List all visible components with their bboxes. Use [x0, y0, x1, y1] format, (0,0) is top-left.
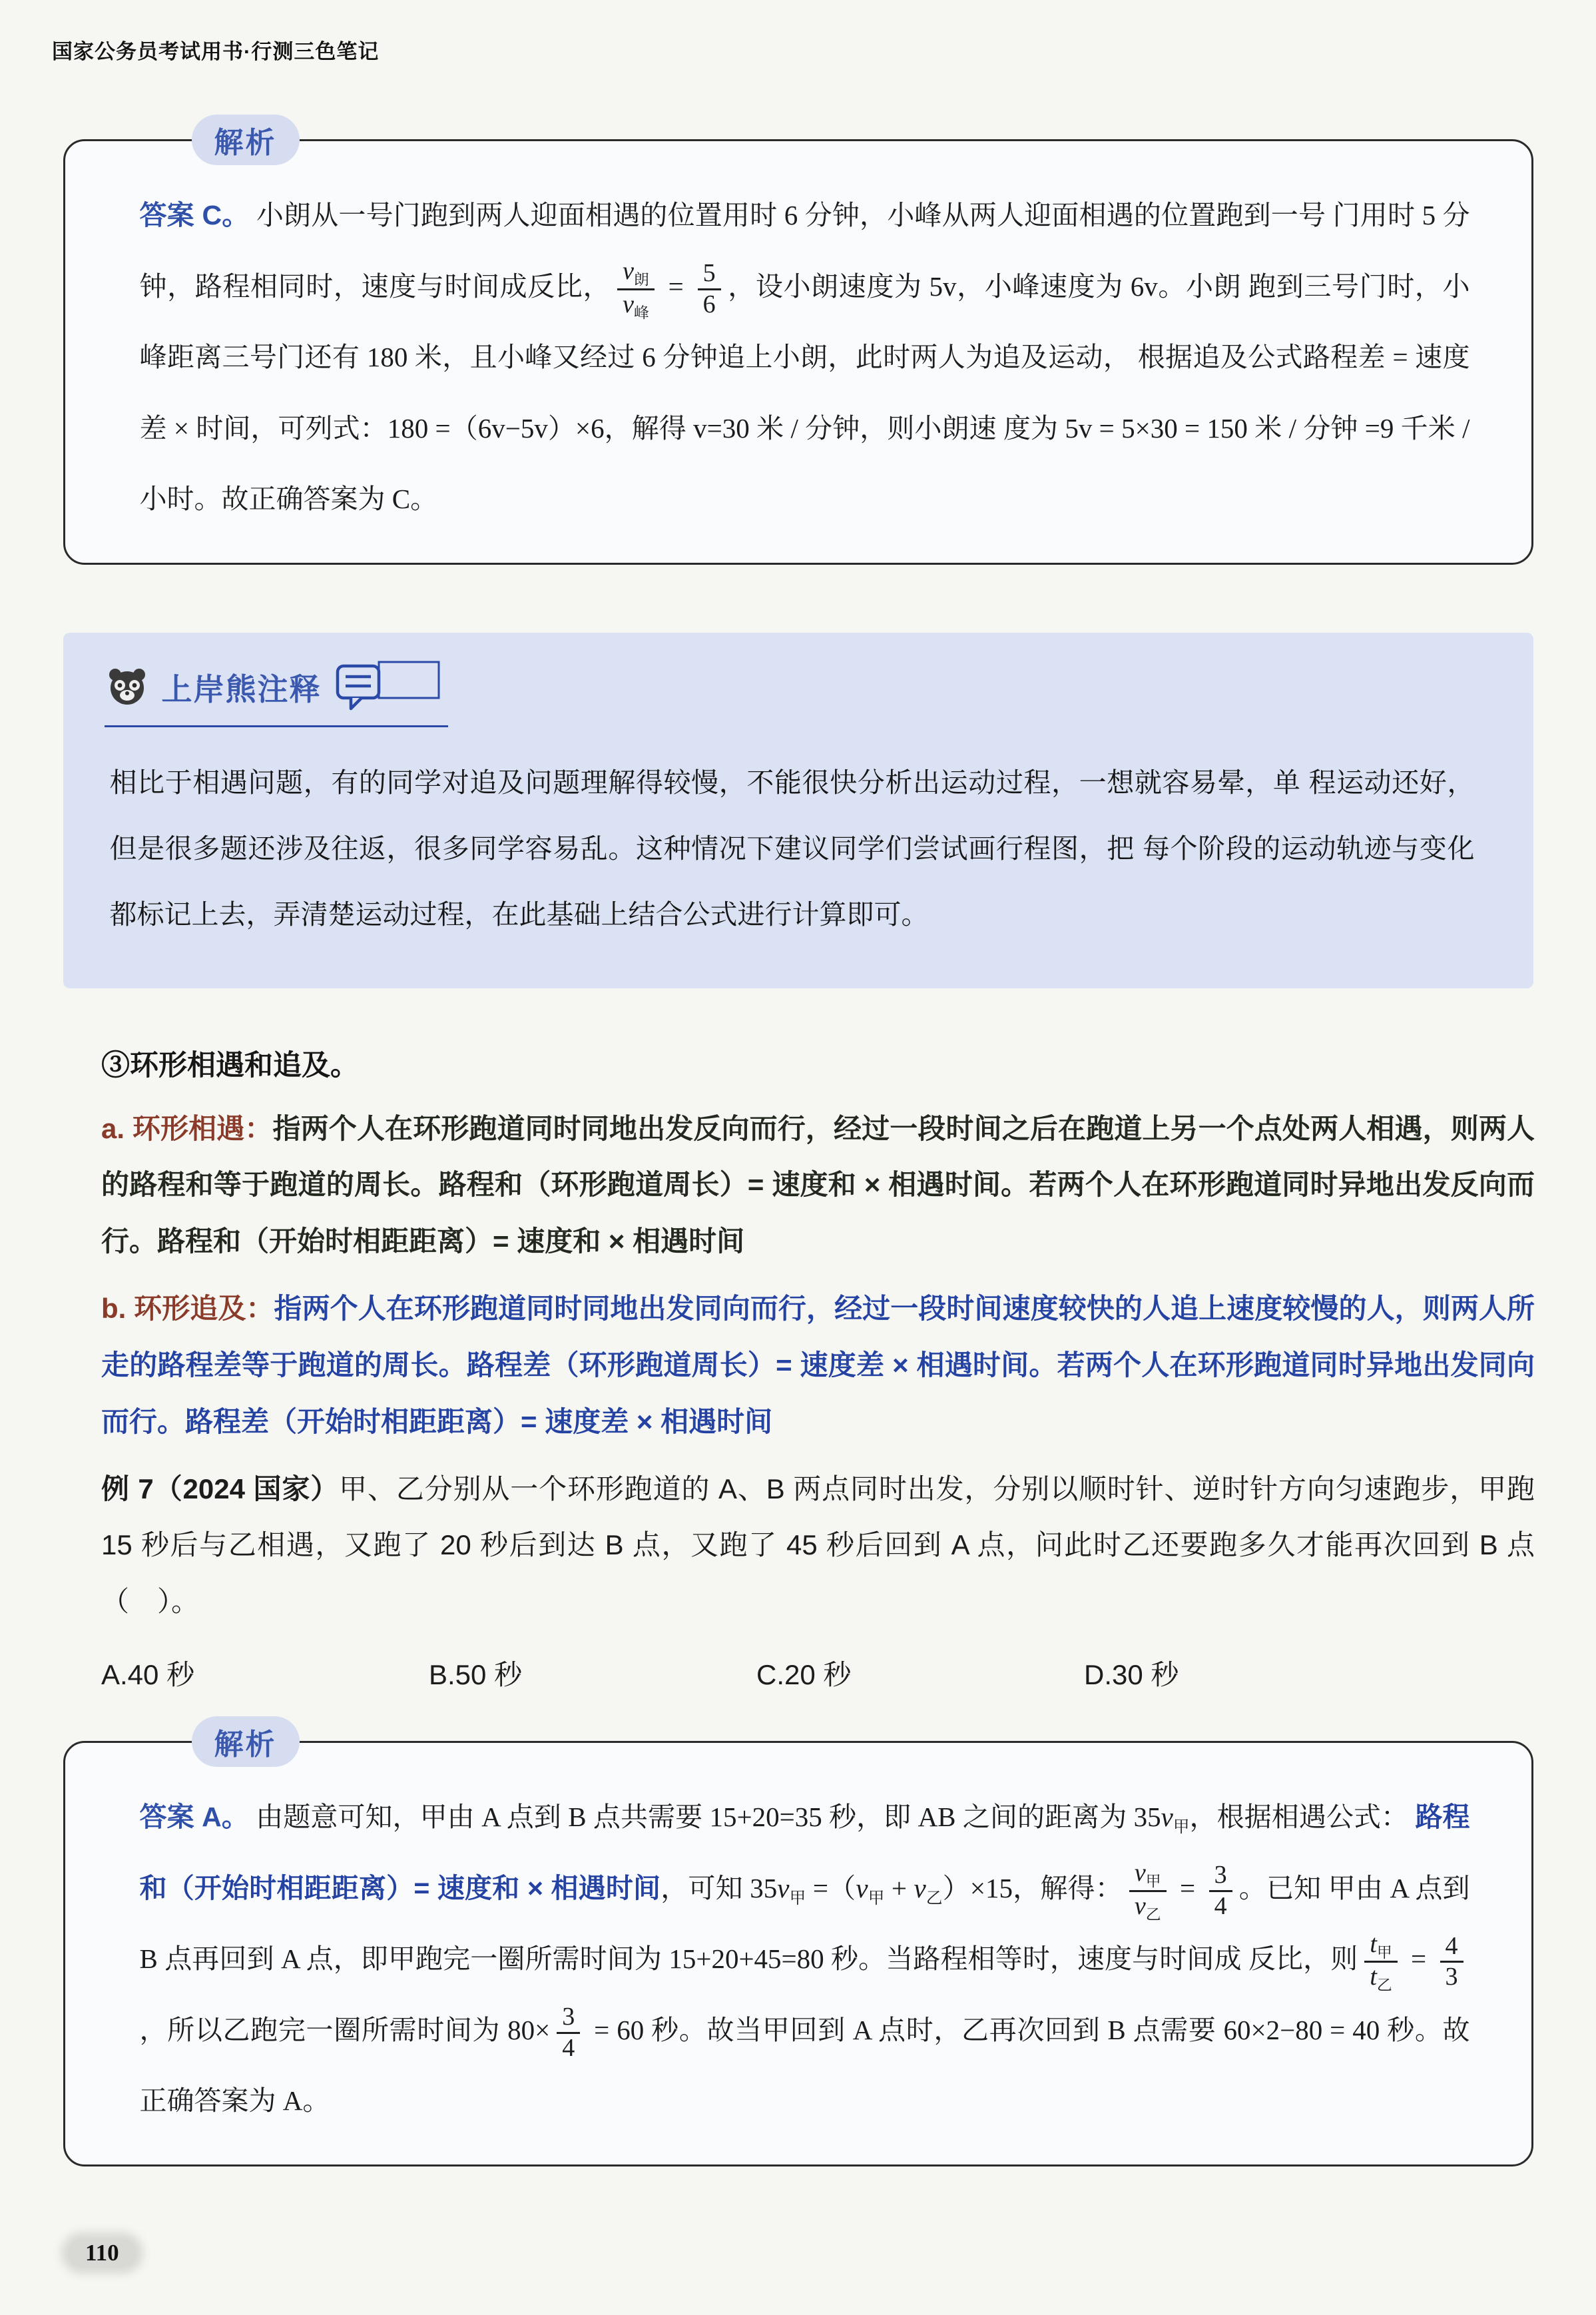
bear-note-text: [110, 750, 1475, 948]
option-b: B.50 秒: [429, 1659, 523, 1691]
fraction-denominator: 3: [1440, 1961, 1463, 1992]
bear-note-title: 上岸熊注释: [161, 672, 322, 707]
analysis-2-line-4b: ，所以乙跑完一圈所需时间为 80×: [139, 2014, 551, 2045]
analysis-1-line-2b: ，设小朗速度为 5v，小峰速度为 6v。小朗: [727, 270, 1242, 302]
item-b-term: 环形追及：: [134, 1293, 274, 1325]
analysis-1-text: [140, 180, 1470, 535]
fraction-numerator: [617, 257, 655, 288]
fraction-3-4: [1209, 1861, 1232, 1921]
section-circular-motion: [101, 1043, 1535, 1693]
fraction-numerator: [1129, 1859, 1167, 1889]
fraction-t-jia-t-yi: [1364, 1930, 1397, 1994]
fraction-5-6: [698, 259, 721, 319]
fraction-denominator: 6: [698, 288, 721, 320]
analysis-1-line-5: 度为 5v = 5×30 = 150 米 / 分钟 =9 千米 / 小时。故正确答案为 C。: [139, 412, 1470, 515]
analysis-2-line-2e: 。已知: [1238, 1872, 1322, 1903]
subscript-jia: 甲: [1376, 1944, 1392, 1961]
example-7-paragraph: [101, 1461, 1535, 1630]
answer-c-prefix: 答案 C。: [139, 200, 250, 230]
fraction-denominator: 4: [557, 2032, 580, 2063]
item-b-label: b.: [101, 1293, 127, 1325]
analysis-2-line-2a: ，可知 35: [661, 1872, 778, 1903]
note-line-2: 程运动还好，但是很多题还涉及往返，很多同学容易乱。这种情况下建议同学们尝试画行程图，把: [109, 767, 1475, 864]
fraction-denominator: [1129, 1890, 1167, 1923]
fraction-denominator: [1364, 1961, 1397, 1993]
example-7-options: [101, 1653, 1535, 1693]
subscript-feng: 峰: [633, 304, 649, 322]
analysis-box-1: [63, 127, 1533, 565]
fraction-numerator: [1364, 1930, 1397, 1961]
analysis-2-line-1b: ，根据相遇公式：: [1189, 1802, 1409, 1833]
speech-bubble-icon: [335, 661, 441, 715]
note-line-1: 相比于相遇问题，有的同学对追及问题理解得较慢，不能很快分析出运动过程，一想就容易晕，单: [109, 767, 1301, 798]
item-b-paragraph: [101, 1281, 1535, 1450]
analysis-2-line-1a: 由题意可知，甲由 A 点到 B 点共需要 15+20=35 秒，即 AB 之间的距离为 35: [256, 1802, 1161, 1833]
var-t: t: [1370, 1963, 1377, 1991]
analysis-2-line-4c: = 60 秒。故当甲回到 A 点时，乙再次回到 B 点需要: [587, 2014, 1216, 2045]
analysis-2-line-3: 甲由 A 点到 B 点再回到 A 点，即甲跑完一圈所需时间为 15+20+45=80 秒。当路程相等时，速度与时间成: [139, 1872, 1470, 1975]
analysis-1-line-2a: 门用时 5 分钟，路程相同时，速度与时间成反比，: [139, 200, 1470, 302]
fraction-numerator: 3: [562, 2003, 575, 2031]
var-v: v: [1134, 1891, 1146, 1920]
example-7-text: 甲、乙分别从一个环形跑道的 A、B 两点同时出发，分别以顺时针、逆时针方向匀速跑步，甲跑 15 秒后与乙相遇，又跑了 20 秒后到达 B 点，又跑了 45 秒后回到 A 点，问此时乙还要跑多久才能再次回到 B 点（ ）。: [101, 1473, 1535, 1618]
item-b-text: 指两个人在环形跑道同时同地出发同向而行，经过一段时间速度较快的人追上速度较慢的人，则两人所走的路程差等于跑道的周长。路程差（环形跑道周长）= 速度差 × 相遇时间。若两个人在环形跑道同时异地出发同向而行。路程差（开始时相距距离）= 速度差 × 相遇时间: [101, 1293, 1535, 1437]
page-number: 110: [68, 2239, 136, 2267]
analysis-label: 解析: [192, 115, 300, 165]
subscript-yi: 乙: [926, 1889, 943, 1907]
analysis-2-text: [140, 1782, 1470, 2137]
var-v: v: [623, 257, 634, 286]
fraction-denominator: 4: [1209, 1890, 1232, 1921]
section-heading: ③环形相遇和追及。: [101, 1049, 359, 1082]
example-7-label: 例 7（2024 国家）: [101, 1473, 340, 1504]
equals-sign: =: [661, 270, 691, 302]
meet-formula-highlight: 路程和（开始时相距距离）= 速度和 × 相遇时间: [139, 1802, 1470, 1903]
fraction-3-4: [557, 2003, 580, 2063]
fraction-denominator: [617, 288, 655, 321]
equals-sign: =: [1173, 1872, 1202, 1903]
bear-note-box: [63, 633, 1533, 988]
fraction-v-jia-v-yi: [1129, 1859, 1167, 1923]
subscript-jia: 甲: [789, 1889, 806, 1907]
fraction-v-lang-v-feng: [617, 257, 655, 321]
analysis-box-2: [63, 1728, 1533, 2166]
analysis-label: 解析: [192, 1716, 300, 1767]
fraction-4-3: [1440, 1932, 1463, 1992]
analysis-1-line-4: 根据追及公式路程差 = 速度差 × 时间，可列式：180 =（6v−5v）×6，解得 v=30 米 / 分钟，则小朗速: [139, 342, 1470, 444]
fraction-numerator: 4: [1445, 1931, 1458, 1960]
var-v: v: [623, 290, 634, 318]
equals-sign: =: [1404, 1943, 1434, 1975]
analysis-2-line-4a: 反比，则: [1248, 1943, 1358, 1975]
option-c: C.20 秒: [756, 1659, 852, 1691]
var-t: t: [1370, 1929, 1377, 1958]
note-line-3: 每个阶段的运动轨迹与变化都标记上去，弄清楚运动过程，在此基础上结合公式进行计算即可。: [109, 833, 1475, 930]
item-a-label: a.: [101, 1112, 125, 1144]
bear-note-header: [105, 661, 448, 727]
option-d: D.30 秒: [1084, 1659, 1179, 1691]
var-v: v: [914, 1872, 926, 1903]
analysis-2-line-2d: ）×15，解得：: [942, 1872, 1123, 1903]
subscript-jia: 甲: [1145, 1873, 1161, 1890]
item-a-term: 环形相遇：: [132, 1112, 273, 1144]
subscript-yi: 乙: [1376, 1977, 1392, 1994]
analysis-2-line-5: 60×2−80 = 40 秒。故正确答案为 A。: [139, 2014, 1470, 2117]
subscript-lang: 朗: [633, 271, 649, 288]
fraction-numerator: 3: [1214, 1861, 1227, 1889]
fraction-numerator: 5: [702, 259, 716, 287]
running-head: 国家公务员考试用书·行测三色笔记: [52, 40, 380, 63]
option-a: A.40 秒: [101, 1659, 195, 1691]
analysis-2-line-2b: =（: [806, 1872, 856, 1903]
subscript-jia: 甲: [1173, 1818, 1190, 1837]
bear-icon: [106, 666, 148, 709]
var-v: v: [777, 1872, 790, 1903]
var-v: v: [856, 1872, 868, 1903]
analysis-1-line-1: 小朗从一号门跑到两人迎面相遇的位置用时 6 分钟，小峰从两人迎面相遇的位置跑到一号: [256, 200, 1326, 230]
subscript-yi: 乙: [1145, 1906, 1161, 1923]
item-a-text: 指两个人在环形跑道同时同地出发反向而行，经过一段时间之后在跑道上另一个点处两人相遇，则两人的路程和等于跑道的周长。路程和（环形跑道周长）= 速度和 × 相遇时间。若两个人在环形跑道同时异地出发反向而行。路程和（开始时相距距离）= 速度和 × 相遇时间: [101, 1112, 1535, 1257]
analysis-2-line-2c: +: [884, 1872, 914, 1903]
var-v: v: [1161, 1802, 1173, 1833]
answer-a-prefix: 答案 A。: [139, 1802, 249, 1833]
analysis-1-line-3: 跑到三号门时，小峰距离三号门还有 180 米，且小峰又经过 6 分钟追上小朗，此时两人为追及运动，: [139, 270, 1470, 373]
item-a-paragraph: [101, 1101, 1535, 1270]
var-v: v: [1134, 1859, 1146, 1887]
subscript-jia: 甲: [868, 1889, 885, 1907]
